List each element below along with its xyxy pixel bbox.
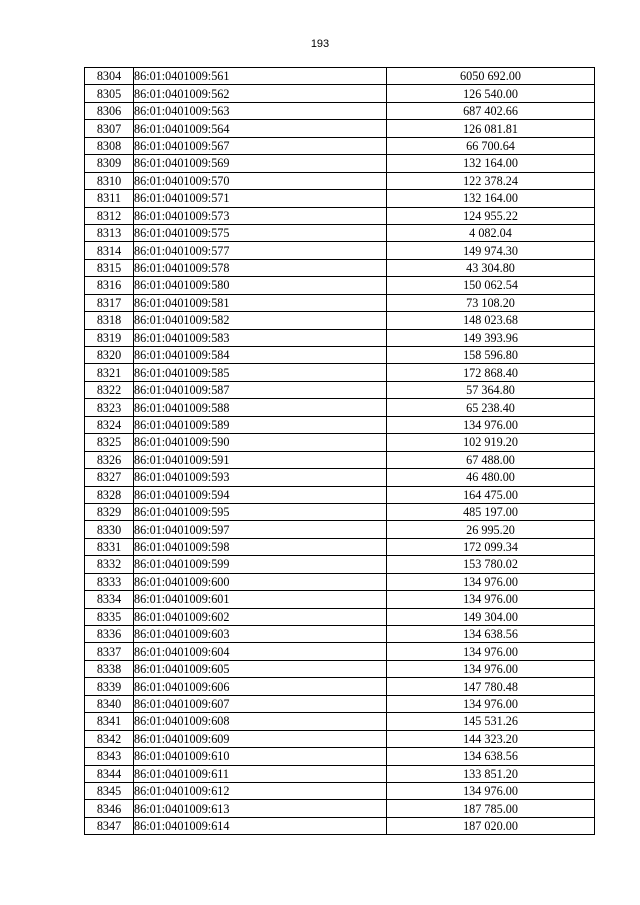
row-number-cell: 8311 <box>85 190 134 207</box>
table-row <box>85 190 595 207</box>
cadastral-number-cell: 86:01:0401009:602 <box>134 608 387 625</box>
cadastral-number-cell: 86:01:0401009:582 <box>134 312 387 329</box>
cadastral-number-cell: 86:01:0401009:605 <box>134 660 387 677</box>
table-row <box>85 660 595 677</box>
value-cell: 133 851.20 <box>387 765 595 782</box>
table-row <box>85 242 595 259</box>
value-cell: 57 364.80 <box>387 381 595 398</box>
row-number-cell: 8308 <box>85 137 134 154</box>
table-row <box>85 294 595 311</box>
value-cell: 132 164.00 <box>387 190 595 207</box>
cadastral-number-cell: 86:01:0401009:561 <box>134 68 387 85</box>
value-cell: 46 480.00 <box>387 469 595 486</box>
row-number-cell: 8322 <box>85 381 134 398</box>
table-row <box>85 608 595 625</box>
row-number-cell: 8317 <box>85 294 134 311</box>
table-row <box>85 102 595 119</box>
value-cell: 172 868.40 <box>387 364 595 381</box>
row-number-cell: 8343 <box>85 748 134 765</box>
table-row <box>85 626 595 643</box>
cadastral-number-cell: 86:01:0401009:612 <box>134 782 387 799</box>
row-number-cell: 8333 <box>85 573 134 590</box>
table-row <box>85 800 595 817</box>
value-cell: 134 976.00 <box>387 573 595 590</box>
row-number-cell: 8326 <box>85 451 134 468</box>
row-number-cell: 8312 <box>85 207 134 224</box>
value-cell: 67 488.00 <box>387 451 595 468</box>
row-number-cell: 8309 <box>85 155 134 172</box>
cadastral-number-cell: 86:01:0401009:585 <box>134 364 387 381</box>
table-row <box>85 85 595 102</box>
table-row <box>85 329 595 346</box>
cadastral-number-cell: 86:01:0401009:571 <box>134 190 387 207</box>
cadastral-number-cell: 86:01:0401009:577 <box>134 242 387 259</box>
cadastral-number-cell: 86:01:0401009:587 <box>134 381 387 398</box>
table-row <box>85 155 595 172</box>
table-row <box>85 538 595 555</box>
value-cell: 134 976.00 <box>387 782 595 799</box>
cadastral-number-cell: 86:01:0401009:590 <box>134 434 387 451</box>
cadastral-number-cell: 86:01:0401009:591 <box>134 451 387 468</box>
cadastral-number-cell: 86:01:0401009:593 <box>134 469 387 486</box>
table-row <box>85 591 595 608</box>
cadastral-number-cell: 86:01:0401009:600 <box>134 573 387 590</box>
table-row <box>85 730 595 747</box>
value-cell: 126 081.81 <box>387 120 595 137</box>
table-row <box>85 416 595 433</box>
cadastral-number-cell: 86:01:0401009:607 <box>134 695 387 712</box>
cadastral-number-cell: 86:01:0401009:581 <box>134 294 387 311</box>
row-number-cell: 8325 <box>85 434 134 451</box>
value-cell: 43 304.80 <box>387 259 595 276</box>
cadastral-number-cell: 86:01:0401009:563 <box>134 102 387 119</box>
row-number-cell: 8339 <box>85 678 134 695</box>
row-number-cell: 8329 <box>85 503 134 520</box>
value-cell: 149 393.96 <box>387 329 595 346</box>
value-cell: 132 164.00 <box>387 155 595 172</box>
value-cell: 149 304.00 <box>387 608 595 625</box>
cadastral-number-cell: 86:01:0401009:597 <box>134 521 387 538</box>
value-cell: 126 540.00 <box>387 85 595 102</box>
value-cell: 6050 692.00 <box>387 68 595 85</box>
value-cell: 164 475.00 <box>387 486 595 503</box>
table-row <box>85 364 595 381</box>
row-number-cell: 8323 <box>85 399 134 416</box>
value-cell: 124 955.22 <box>387 207 595 224</box>
cadastral-number-cell: 86:01:0401009:603 <box>134 626 387 643</box>
table-body <box>85 68 595 835</box>
row-number-cell: 8318 <box>85 312 134 329</box>
row-number-cell: 8334 <box>85 591 134 608</box>
table-row <box>85 469 595 486</box>
table-row <box>85 259 595 276</box>
value-cell: 153 780.02 <box>387 556 595 573</box>
row-number-cell: 8346 <box>85 800 134 817</box>
table-row <box>85 137 595 154</box>
cadastral-number-cell: 86:01:0401009:569 <box>134 155 387 172</box>
value-cell: 144 323.20 <box>387 730 595 747</box>
value-cell: 158 596.80 <box>387 347 595 364</box>
cadastral-number-cell: 86:01:0401009:570 <box>134 172 387 189</box>
cadastral-number-cell: 86:01:0401009:599 <box>134 556 387 573</box>
page-number: 193 <box>310 38 330 50</box>
value-cell: 122 378.24 <box>387 172 595 189</box>
table-row <box>85 451 595 468</box>
cadastral-number-cell: 86:01:0401009:594 <box>134 486 387 503</box>
table-row <box>85 765 595 782</box>
cadastral-number-cell: 86:01:0401009:595 <box>134 503 387 520</box>
row-number-cell: 8328 <box>85 486 134 503</box>
table-row <box>85 486 595 503</box>
row-number-cell: 8316 <box>85 277 134 294</box>
cadastral-number-cell: 86:01:0401009:614 <box>134 817 387 834</box>
value-cell: 65 238.40 <box>387 399 595 416</box>
row-number-cell: 8338 <box>85 660 134 677</box>
row-number-cell: 8313 <box>85 224 134 241</box>
table-row <box>85 381 595 398</box>
row-number-cell: 8345 <box>85 782 134 799</box>
row-number-cell: 8344 <box>85 765 134 782</box>
value-cell: 134 976.00 <box>387 695 595 712</box>
row-number-cell: 8324 <box>85 416 134 433</box>
row-number-cell: 8310 <box>85 172 134 189</box>
value-cell: 134 976.00 <box>387 591 595 608</box>
data-table <box>84 67 595 835</box>
row-number-cell: 8321 <box>85 364 134 381</box>
value-cell: 148 023.68 <box>387 312 595 329</box>
cadastral-number-cell: 86:01:0401009:575 <box>134 224 387 241</box>
row-number-cell: 8315 <box>85 259 134 276</box>
value-cell: 485 197.00 <box>387 503 595 520</box>
row-number-cell: 8341 <box>85 713 134 730</box>
row-number-cell: 8306 <box>85 102 134 119</box>
row-number-cell: 8336 <box>85 626 134 643</box>
value-cell: 134 976.00 <box>387 660 595 677</box>
value-cell: 172 099.34 <box>387 538 595 555</box>
cadastral-number-cell: 86:01:0401009:588 <box>134 399 387 416</box>
cadastral-number-cell: 86:01:0401009:589 <box>134 416 387 433</box>
cadastral-number-cell: 86:01:0401009:580 <box>134 277 387 294</box>
table-row <box>85 573 595 590</box>
row-number-cell: 8335 <box>85 608 134 625</box>
table-row <box>85 503 595 520</box>
cadastral-number-cell: 86:01:0401009:583 <box>134 329 387 346</box>
table-row <box>85 207 595 224</box>
table-row <box>85 434 595 451</box>
cadastral-number-cell: 86:01:0401009:584 <box>134 347 387 364</box>
value-cell: 134 976.00 <box>387 416 595 433</box>
table-row <box>85 695 595 712</box>
cadastral-number-cell: 86:01:0401009:598 <box>134 538 387 555</box>
value-cell: 187 785.00 <box>387 800 595 817</box>
table-row <box>85 713 595 730</box>
value-cell: 147 780.48 <box>387 678 595 695</box>
row-number-cell: 8314 <box>85 242 134 259</box>
value-cell: 145 531.26 <box>387 713 595 730</box>
value-cell: 134 976.00 <box>387 643 595 660</box>
cadastral-number-cell: 86:01:0401009:564 <box>134 120 387 137</box>
row-number-cell: 8305 <box>85 85 134 102</box>
value-cell: 134 638.56 <box>387 748 595 765</box>
value-cell: 134 638.56 <box>387 626 595 643</box>
cadastral-number-cell: 86:01:0401009:610 <box>134 748 387 765</box>
row-number-cell: 8327 <box>85 469 134 486</box>
cadastral-number-cell: 86:01:0401009:604 <box>134 643 387 660</box>
table-row <box>85 68 595 85</box>
cadastral-number-cell: 86:01:0401009:609 <box>134 730 387 747</box>
table-row <box>85 521 595 538</box>
value-cell: 102 919.20 <box>387 434 595 451</box>
value-cell: 149 974.30 <box>387 242 595 259</box>
table-row <box>85 312 595 329</box>
cadastral-number-cell: 86:01:0401009:601 <box>134 591 387 608</box>
table-row <box>85 277 595 294</box>
cadastral-number-cell: 86:01:0401009:573 <box>134 207 387 224</box>
table-row <box>85 120 595 137</box>
cadastral-number-cell: 86:01:0401009:611 <box>134 765 387 782</box>
table-row <box>85 347 595 364</box>
value-cell: 73 108.20 <box>387 294 595 311</box>
table-row <box>85 556 595 573</box>
row-number-cell: 8337 <box>85 643 134 660</box>
row-number-cell: 8347 <box>85 817 134 834</box>
row-number-cell: 8340 <box>85 695 134 712</box>
value-cell: 187 020.00 <box>387 817 595 834</box>
cadastral-number-cell: 86:01:0401009:606 <box>134 678 387 695</box>
value-cell: 687 402.66 <box>387 102 595 119</box>
table-row <box>85 172 595 189</box>
row-number-cell: 8319 <box>85 329 134 346</box>
table-row <box>85 748 595 765</box>
value-cell: 66 700.64 <box>387 137 595 154</box>
cadastral-number-cell: 86:01:0401009:608 <box>134 713 387 730</box>
row-number-cell: 8307 <box>85 120 134 137</box>
cadastral-number-cell: 86:01:0401009:562 <box>134 85 387 102</box>
value-cell: 26 995.20 <box>387 521 595 538</box>
cadastral-number-cell: 86:01:0401009:613 <box>134 800 387 817</box>
table-row <box>85 678 595 695</box>
table-row <box>85 643 595 660</box>
table-row <box>85 817 595 834</box>
table-row <box>85 782 595 799</box>
row-number-cell: 8304 <box>85 68 134 85</box>
row-number-cell: 8332 <box>85 556 134 573</box>
cadastral-number-cell: 86:01:0401009:578 <box>134 259 387 276</box>
row-number-cell: 8320 <box>85 347 134 364</box>
row-number-cell: 8342 <box>85 730 134 747</box>
table-row <box>85 224 595 241</box>
table-row <box>85 399 595 416</box>
row-number-cell: 8330 <box>85 521 134 538</box>
value-cell: 4 082.04 <box>387 224 595 241</box>
row-number-cell: 8331 <box>85 538 134 555</box>
cadastral-number-cell: 86:01:0401009:567 <box>134 137 387 154</box>
value-cell: 150 062.54 <box>387 277 595 294</box>
